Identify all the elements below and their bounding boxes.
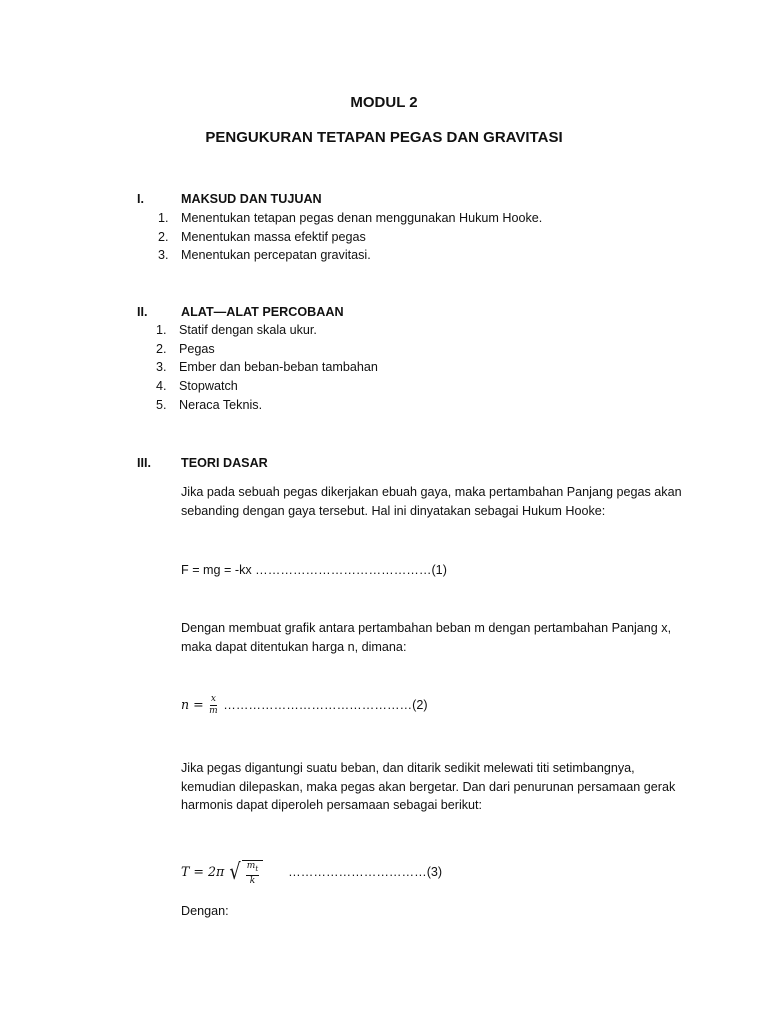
list-number: 1.: [156, 323, 167, 337]
numerator-subscript: t: [255, 864, 259, 873]
list-item: Stopwatch: [179, 379, 238, 393]
equation-2-fraction: [209, 695, 218, 716]
paragraph-line: sebanding dengan gaya tersebut. Hal ini dinyatakan sebagai Hukum Hooke:: [181, 504, 606, 518]
equation-3-fraction: [246, 862, 259, 886]
section-numeral-1: I.: [137, 192, 144, 206]
list-item: Statif dengan skala ukur.: [179, 323, 317, 337]
list-number: 1.: [158, 211, 169, 225]
paragraph-line: Jika pada sebuah pegas dikerjakan ebuah gaya, maka pertambahan Panjang pegas akan: [181, 485, 682, 499]
list-item: Menentukan tetapan pegas denan menggunakan Hukum Hooke.: [181, 211, 543, 225]
equation-3: [181, 858, 442, 886]
radical-sign-icon: √: [229, 859, 241, 885]
equation-3-lhs: T = 2π: [181, 864, 225, 879]
equation-1: F = mg = -kx ……………………………………(1): [181, 563, 447, 577]
fraction-denominator: k: [249, 875, 256, 886]
list-item: Ember dan beban-beban tambahan: [179, 360, 378, 374]
equation-2-dots: ………………………………………(2): [223, 698, 428, 712]
module-title: PENGUKURAN TETAPAN PEGAS DAN GRAVITASI: [205, 129, 563, 146]
list-number: 5.: [156, 398, 167, 412]
fraction-numerator: m: [246, 860, 256, 871]
paragraph-line: kemudian dilepaskan, maka pegas akan bergetar. Dan dari penurunan persamaan gerak: [181, 780, 676, 794]
section-numeral-2: II.: [137, 305, 148, 319]
equation-3-dots: ……………………………(3): [288, 865, 443, 879]
paragraph-line: maka dapat ditentukan harga n, dimana:: [181, 640, 407, 654]
equation-2: [181, 692, 428, 718]
list-number: 4.: [156, 379, 167, 393]
square-root: [228, 860, 263, 886]
section-numeral-3: III.: [137, 456, 151, 470]
list-item: Pegas: [179, 342, 215, 356]
paragraph-line: harmonis dapat diperoleh persamaan sebagai berikut:: [181, 798, 483, 812]
section-heading-3: TEORI DASAR: [181, 456, 268, 470]
equation-2-lhs: n =: [181, 697, 204, 712]
fraction-denominator: m: [209, 706, 218, 717]
fraction-numerator: x: [210, 694, 216, 705]
list-number: 3.: [156, 360, 167, 374]
list-item: Menentukan massa efektif pegas: [181, 230, 366, 244]
paragraph-line: Dengan membuat grafik antara pertambahan beban m dengan pertambahan Panjang x,: [181, 621, 672, 635]
section-heading-1: MAKSUD DAN TUJUAN: [181, 192, 322, 206]
list-item: Menentukan percepatan gravitasi.: [181, 248, 371, 262]
paragraph-line: Jika pegas digantungi suatu beban, dan ditarik sedikit melewati titi setimbangnya,: [181, 761, 635, 775]
section-heading-2: ALAT—ALAT PERCOBAAN: [181, 305, 344, 319]
paragraph-line: Dengan:: [181, 904, 229, 918]
list-number: 2.: [158, 230, 169, 244]
list-item: Neraca Teknis.: [179, 398, 263, 412]
module-number: MODUL 2: [350, 94, 418, 111]
list-number: 2.: [156, 342, 167, 356]
list-number: 3.: [158, 248, 169, 262]
